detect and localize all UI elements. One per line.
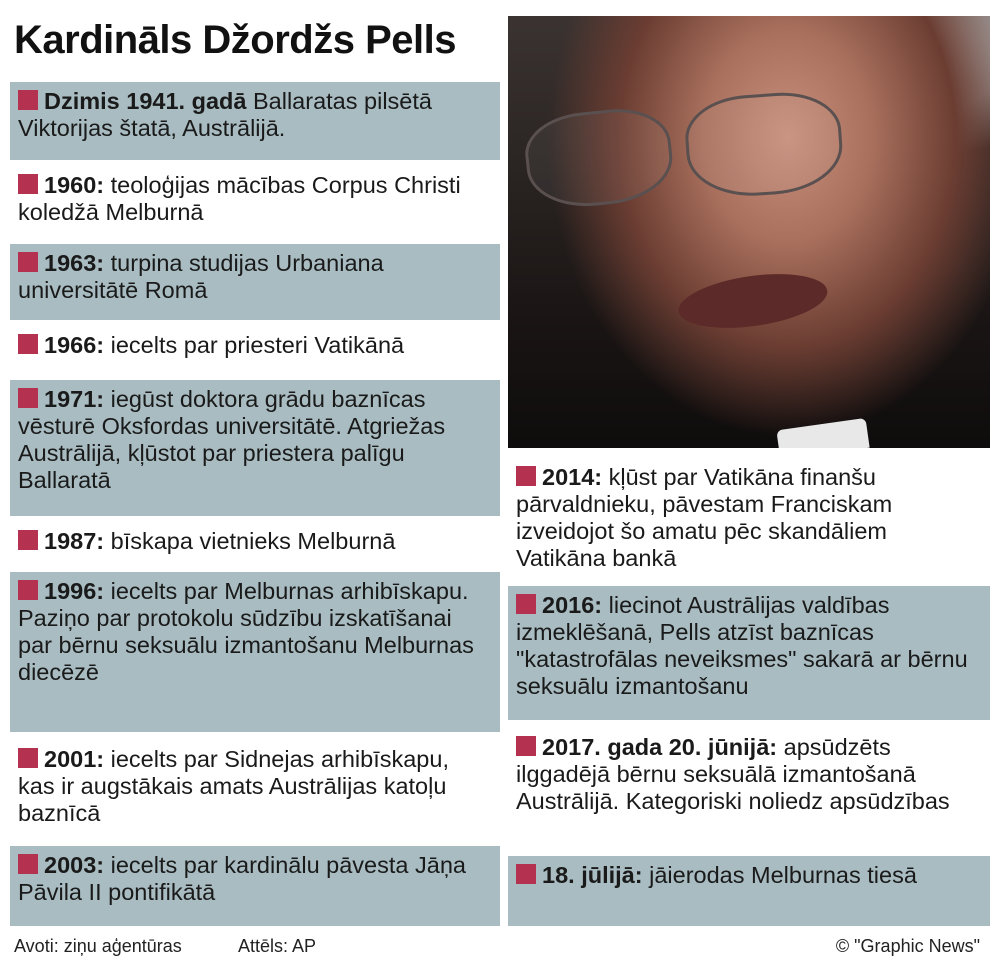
entry-text: teoloģijas mācības Corpus Christi koledžā Melburnā [18, 172, 461, 225]
entry-label: 1996: [44, 578, 105, 604]
entry-label: 2001: [44, 746, 105, 772]
timeline-entry-1966 [10, 326, 500, 372]
entry-text: iecelts par priesteri Vatikānā [104, 332, 405, 358]
bullet-icon [18, 252, 38, 272]
entry-label: 2003: [44, 852, 105, 878]
entry-label: 2014: [542, 464, 603, 490]
bullet-icon [516, 594, 536, 614]
timeline-entry-2017 [508, 728, 990, 848]
entry-text: jāierodas Melburnas tiesā [642, 862, 917, 888]
entry-text: Ballaratas pilsētā Viktorijas štatā, Austrālijā. [18, 88, 432, 141]
bullet-icon [18, 334, 38, 354]
entry-label: 2017. gada 20. jūnijā: [542, 734, 778, 760]
entry-text: iecelts par Sidnejas arhibīskapu, kas ir augstākais amats Austrālijas katoļu baznīcā [18, 746, 449, 826]
portrait-photo [508, 16, 990, 448]
entry-label: 2016: [542, 592, 603, 618]
entry-text: apsūdzēts ilggadējā bērnu seksuālā izmantošanā Austrālijā. Kategoriski noliedz apsūdzības [516, 734, 950, 814]
entry-label: Dzimis 1941. gadā [44, 88, 247, 114]
mouth-shape [675, 266, 830, 336]
entry-text: iecelts par kardinālu pāvesta Jāņa Pāvila II pontifikātā [18, 852, 466, 905]
entry-text: iegūst doktora grādu baznīcas vēsturē Oksfordas universitātē. Atgriežas Austrālijā, kļūstot par priestera palīgu Ballaratā [18, 386, 446, 493]
sources-credit: Avoti: ziņu aģentūras [14, 936, 182, 956]
bullet-icon [18, 580, 38, 600]
entry-label: 1987: [44, 528, 105, 554]
copyright-credit: © "Graphic News" [835, 936, 980, 956]
bullet-icon [18, 854, 38, 874]
entry-label: 1960: [44, 172, 105, 198]
bullet-icon [18, 748, 38, 768]
entry-text: iecelts par Melburnas arhibīskapu. Paziņo par protokolu sūdzību izskatīšanai par bērnu seksuālu izmantošanu Melburnas diecēzē [18, 578, 474, 685]
entry-label: 1971: [44, 386, 105, 412]
timeline-entry-1987 [10, 522, 500, 566]
entry-text: bīskapa vietnieks Melburnā [104, 528, 396, 554]
entry-label: 1966: [44, 332, 105, 358]
bullet-icon [516, 864, 536, 884]
timeline-entry-1941 [10, 82, 500, 160]
timeline-entry-2014 [508, 458, 990, 576]
bullet-icon [18, 530, 38, 550]
entry-text: turpina studijas Urbaniana universitātē Romā [18, 250, 384, 303]
bullet-icon [516, 466, 536, 486]
timeline-entry-july [508, 856, 990, 926]
entry-text: liecinot Austrālijas valdības izmeklēšanā, Pells atzīst baznīcas "katastrofālas neveiksmes" sakarā ar bērnu seksuālu izmantošanu [516, 592, 968, 699]
bullet-icon [18, 90, 38, 110]
timeline-entry-1996 [10, 572, 500, 732]
bullet-icon [18, 388, 38, 408]
timeline-entry-1963 [10, 244, 500, 320]
photo-credit: Attēls: AP [238, 936, 317, 956]
glasses-lens-left [521, 104, 676, 213]
glasses-lens-right [683, 89, 846, 201]
page-title: Kardināls Džordžs Pells [14, 18, 456, 62]
timeline-entry-2001 [10, 740, 500, 840]
timeline-entry-1960 [10, 166, 500, 236]
entry-label: 18. jūlijā: [542, 862, 643, 888]
bullet-icon [18, 174, 38, 194]
bullet-icon [516, 736, 536, 756]
timeline-entry-2003 [10, 846, 500, 926]
timeline-entry-1971 [10, 380, 500, 516]
timeline-entry-2016 [508, 586, 990, 720]
entry-label: 1963: [44, 250, 105, 276]
entry-text: kļūst par Vatikāna finanšu pārvaldnieku, pāvestam Franciskam izveidojot šo amatu pēc skandāliem Vatikāna bankā [516, 464, 893, 571]
clerical-collar [776, 418, 869, 448]
